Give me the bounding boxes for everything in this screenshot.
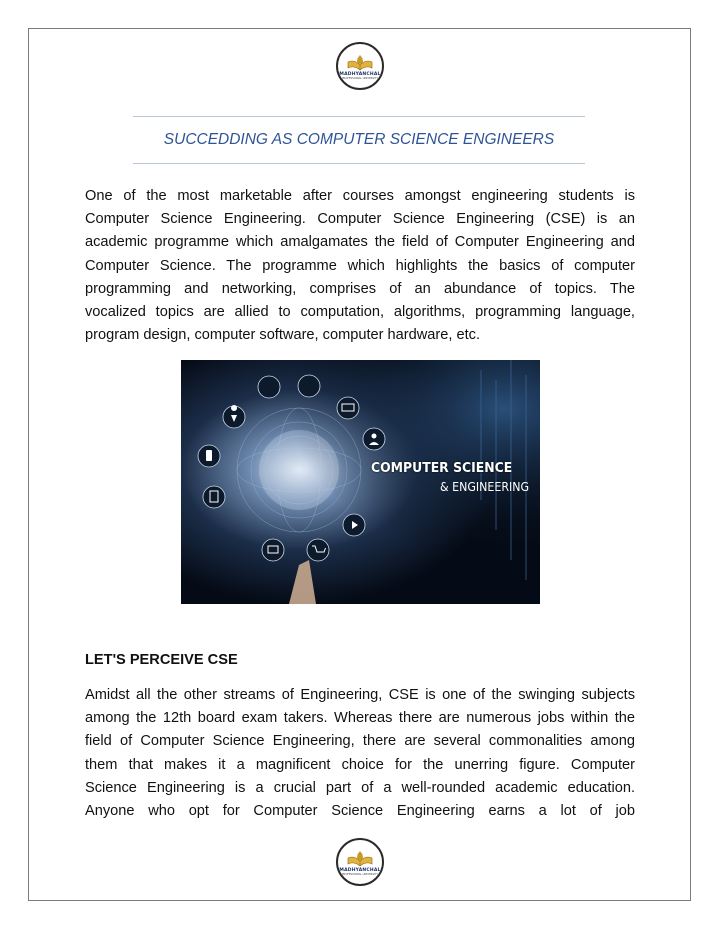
book-emblem-icon — [345, 53, 375, 71]
hero-caption-line2: & ENGINEERING — [440, 480, 530, 494]
paragraph-line: Computer Science Engineering. Computer Science Engineering (CSE) is an — [85, 211, 635, 228]
document-icon — [203, 486, 225, 508]
cse-hero-image — [181, 360, 540, 604]
section-heading: LET'S PERCEIVE CSE — [85, 652, 238, 668]
paragraph-line: academic programme which amalgamates the field of Computer Engineering and — [85, 234, 635, 251]
paragraph-line: programming and networking, comprises of an abundance of topics. The — [85, 280, 635, 297]
paragraph-line: Science Engineering is a crucial part of a well-rounded academic education. — [85, 779, 635, 796]
paragraph-line: them that makes it a magnificent choice for the unerring figure. Computer — [85, 756, 635, 773]
title-rule-bottom — [133, 163, 585, 164]
wifi-icon — [258, 376, 280, 398]
document-title: SUCCEDDING AS COMPUTER SCIENCE ENGINEERS — [163, 131, 555, 148]
book-emblem-icon — [345, 849, 375, 867]
envelope-icon — [262, 539, 284, 561]
paragraph-line: Amidst all the other streams of Engineering, CSE is one of the swinging subjects — [85, 687, 635, 703]
shopping-cart-icon — [307, 539, 329, 561]
paragraph-line: among the 12th board exam takers. Whereas there are numerous jobs within the — [85, 710, 635, 727]
paragraph-line: vocalized topics are allied to computation, algorithms, programming language, — [85, 304, 635, 321]
paragraph-line: Anyone who opt for Computer Science Engineering earns a lot of job — [85, 803, 635, 820]
intro-paragraph — [85, 185, 635, 347]
paragraph-line: One of the most marketable after courses amongst engineering students is — [85, 188, 635, 204]
user-icon — [363, 428, 385, 450]
university-logo-footer — [336, 838, 384, 886]
section-paragraph — [85, 684, 635, 823]
logo-text: MADHYANCHAL — [339, 71, 381, 77]
title-rule-top — [133, 116, 585, 117]
logo-subtext: PROFESSIONAL UNIVERSITY — [341, 872, 379, 876]
paragraph-line: program design, computer software, computer hardware, etc. — [85, 327, 481, 344]
university-logo — [336, 42, 384, 90]
logo-text: MADHYANCHAL — [339, 867, 381, 873]
hero-caption-line1: COMPUTER SCIENCE — [371, 460, 513, 476]
paragraph-line: Computer Science. The programme which highlights the basics of computer — [85, 257, 635, 274]
paragraph-line: field of Computer Science Engineering, there are several commonalities among — [85, 733, 635, 750]
chat-icon — [298, 375, 320, 397]
laptop-icon — [337, 397, 359, 419]
logo-subtext: PROFESSIONAL UNIVERSITY — [341, 76, 379, 80]
